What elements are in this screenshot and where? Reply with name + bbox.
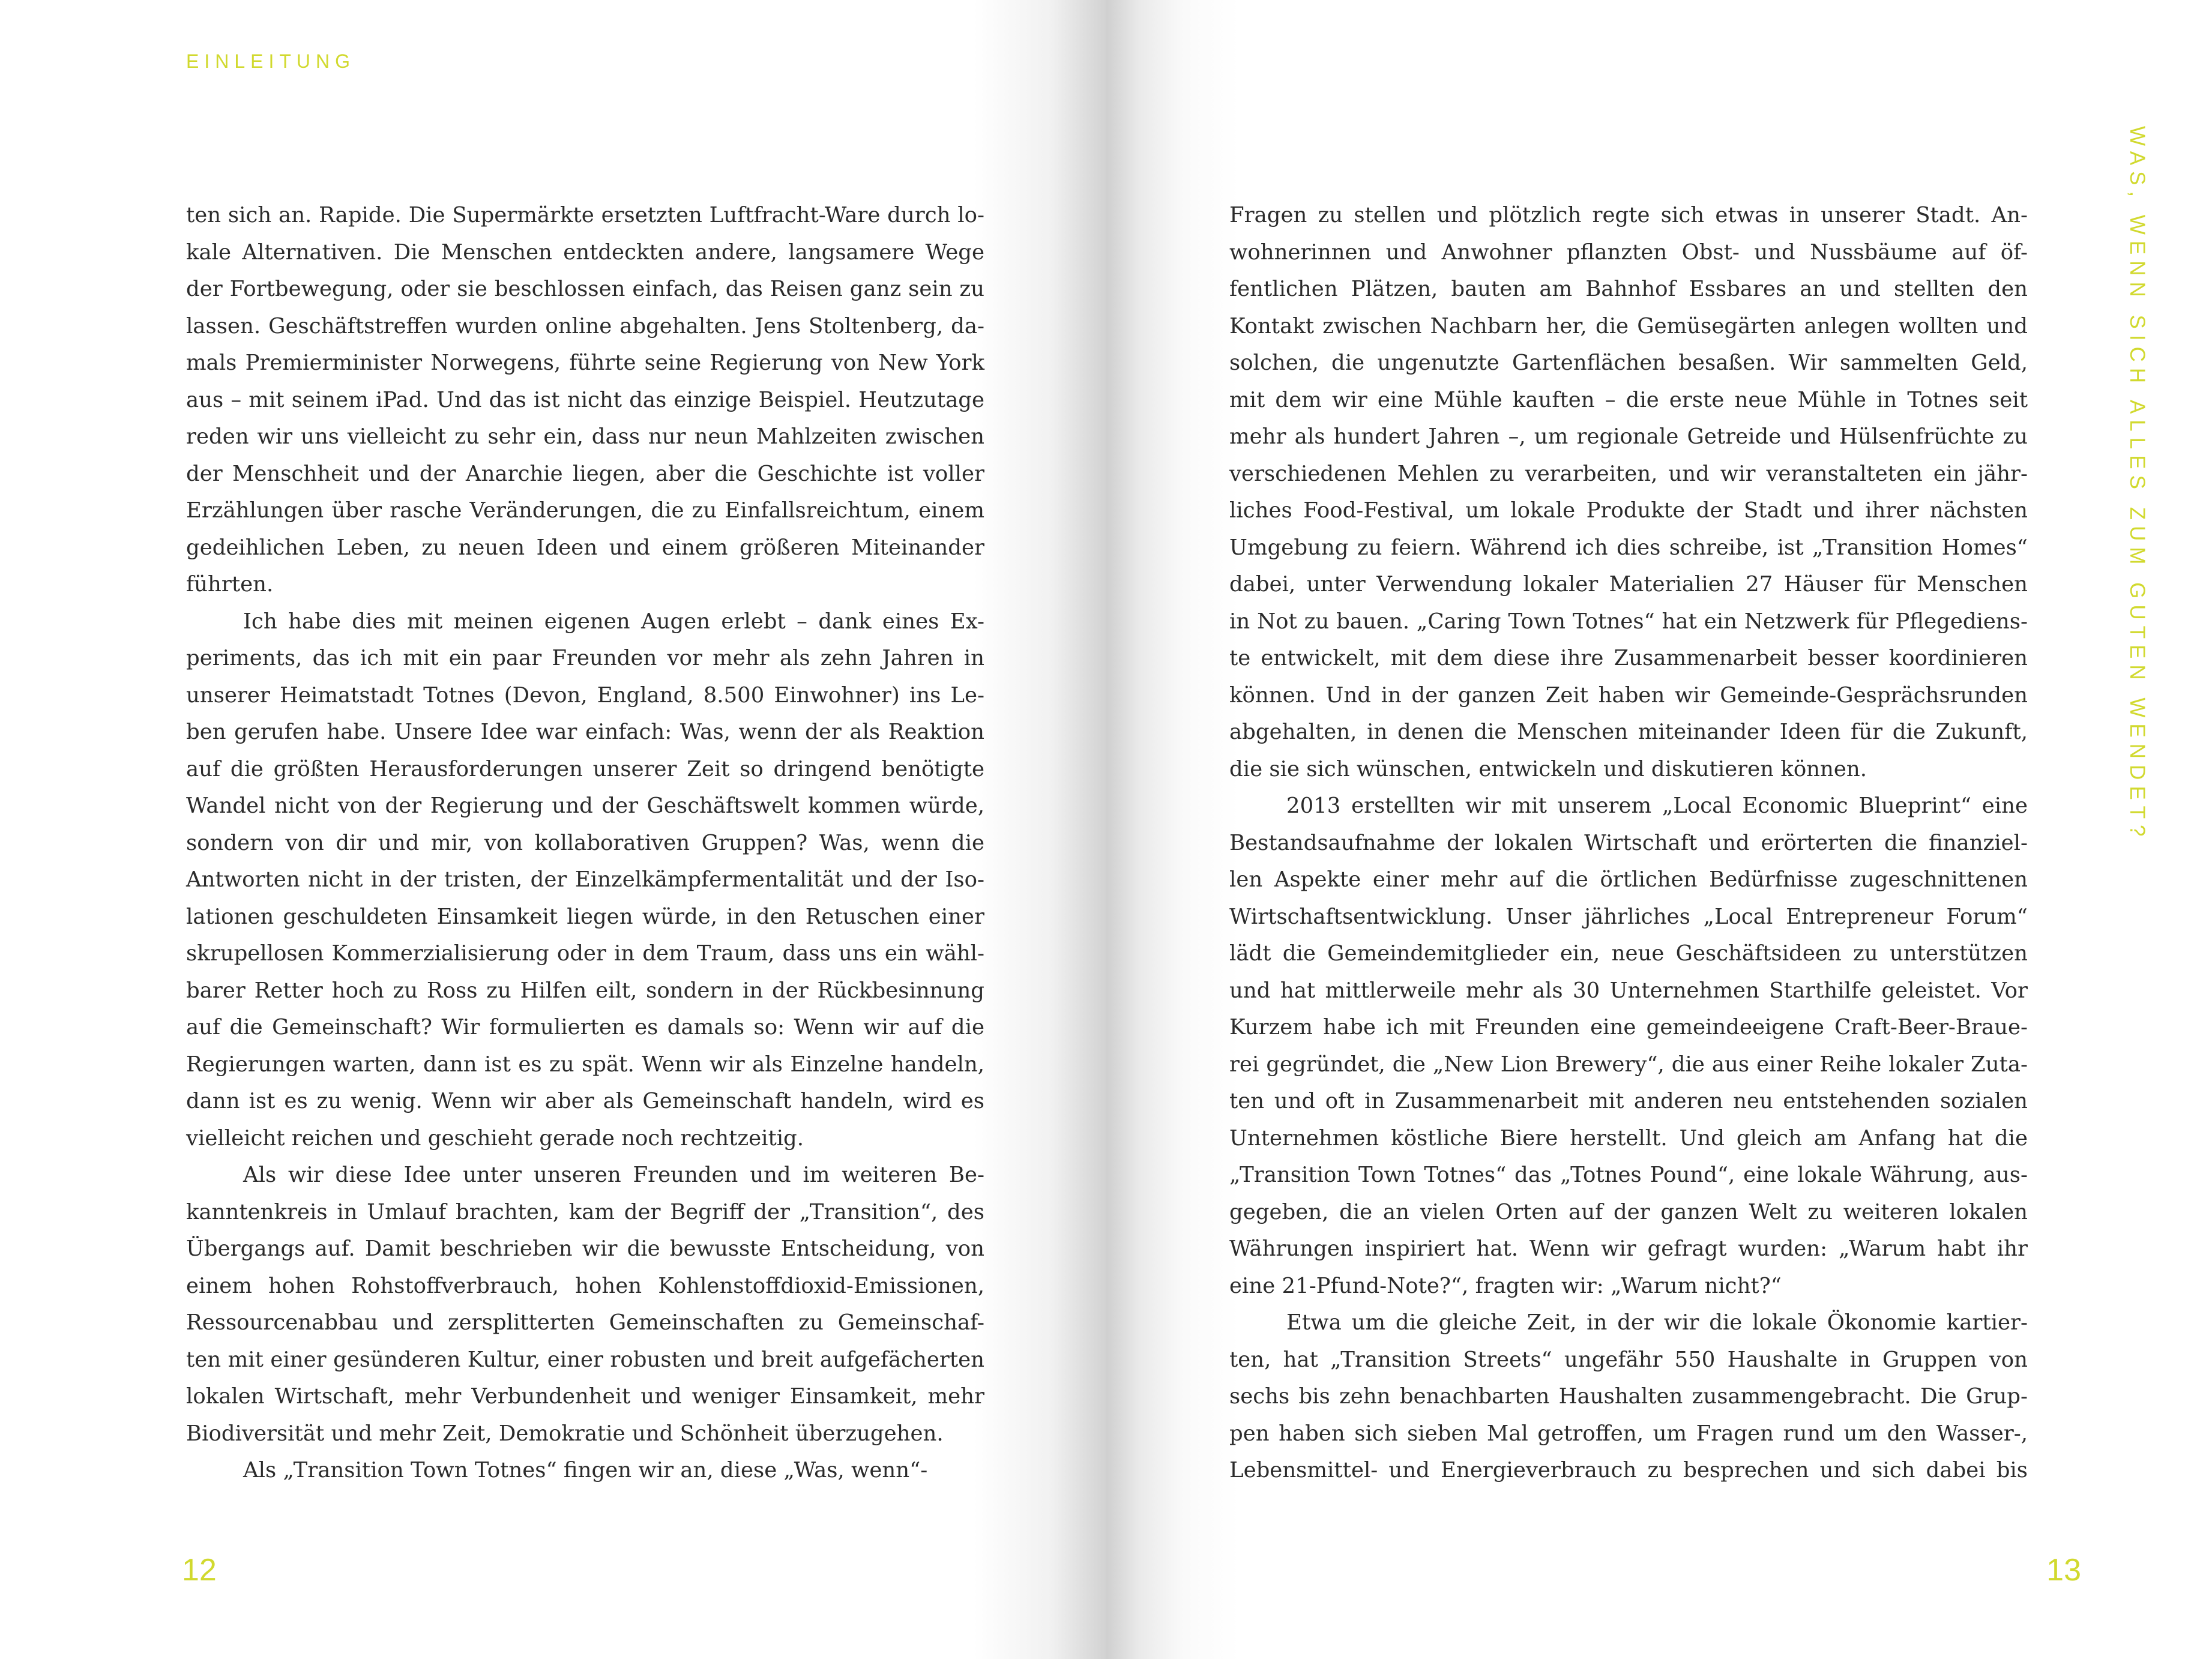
text-line: verschiedenen Mehlen zu verarbeiten, und wir veranstalteten ein jähr-	[1229, 461, 2028, 486]
text-line: Etwa um die gleiche Zeit, in der wir die lokale Ökonomie kartier-	[1286, 1310, 2028, 1335]
text-line: reden wir uns vielleicht zu sehr ein, dass nur neun Mahlzeiten zwischen	[186, 424, 984, 449]
text-line: Als wir diese Idee unter unseren Freunden und im weiteren Be-	[243, 1163, 984, 1187]
page-number-right: 13	[2046, 1553, 2081, 1588]
text-line: unserer Heimatstadt Totnes (Devon, England, 8.500 Einwohner) ins Le-	[186, 682, 984, 708]
text-line: rei gegründet, die „New Lion Brewery“, die aus einer Reihe lokaler Zuta-	[1229, 1052, 2028, 1077]
text-line: Ich habe dies mit meinen eigenen Augen erlebt – dank eines Ex-	[243, 609, 984, 634]
text-line: abgehalten, in denen die Menschen miteinander Ideen für die Zukunft,	[1229, 720, 2028, 744]
text-line: aus – mit seinem iPad. Und das ist nicht das einzige Beispiel. Heutzutage	[186, 387, 984, 412]
text-line: eine 21-Pfund-Note?“, fragten wir: „Warum nicht?“	[1229, 1273, 1782, 1298]
running-head: EINLEITUNG	[186, 50, 356, 72]
text-line: liches Food-Festival, um lokale Produkte der Stadt und ihrer nächsten	[1229, 498, 2028, 523]
text-line: auf die Gemeinschaft? Wir formulierten es damals so: Wenn wir auf die	[186, 1015, 984, 1040]
text-line: Wirtschaftsentwicklung. Unser jährliches „Local Entrepreneur Forum“	[1229, 904, 2028, 929]
text-line: ben gerufen habe. Unsere Idee war einfach: Was, wenn der als Reaktion	[186, 720, 984, 744]
text-line: mehr als hundert Jahren –, um regionale Getreide und Hülsenfrüchte zu	[1229, 424, 2028, 449]
text-line: führten.	[186, 572, 274, 597]
text-line: periments, das ich mit ein paar Freunden vor mehr als zehn Jahren in	[186, 646, 984, 670]
text-line: Antworten nicht in der tristen, der Einzelkämpfermentalität und der Iso-	[186, 867, 984, 892]
text-line: Biodiversität und mehr Zeit, Demokratie und Schönheit überzugehen.	[186, 1421, 944, 1446]
text-line: Regierungen warten, dann ist es zu spät. Wenn wir als Einzelne handeln,	[186, 1052, 984, 1077]
text-line: Übergangs auf. Damit beschrieben wir die bewusste Entscheidung, von	[186, 1236, 984, 1261]
text-line: kale Alternativen. Die Menschen entdeckten andere, langsamere Wege	[186, 239, 984, 265]
text-line: Wandel nicht von der Regierung und der Geschäftswelt kommen würde,	[186, 793, 984, 818]
text-line: ten und oft in Zusammenarbeit mit anderen neu entstehenden sozialen	[1229, 1089, 2028, 1113]
text-line: „Transition Town Totnes“ das „Totnes Pound“, eine lokale Währung, aus-	[1229, 1163, 2028, 1187]
text-line: barer Retter hoch zu Ross zu Hilfen eilt, sondern in der Rückbesinnung	[186, 978, 984, 1003]
text-line: mit dem wir eine Mühle kauften – die erste neue Mühle in Totnes seit	[1229, 387, 2028, 412]
text-line: 2013 erstellten wir mit unserem „Local Economic Blueprint“ eine	[1286, 793, 2028, 818]
text-line: lassen. Geschäftstreffen wurden online abgehalten. Jens Stoltenberg, da-	[186, 313, 984, 339]
text-line: einem hohen Rohstoffverbrauch, hohen Kohlenstoffdioxid-Emissionen,	[186, 1273, 984, 1298]
text-line: Umgebung zu feiern. Während ich dies schreibe, ist „Transition Homes“	[1229, 535, 2028, 560]
text-line: lationen geschuldeten Einsamkeit liegen würde, in den Retuschen einer	[186, 904, 984, 929]
text-line: lokalen Wirtschaft, mehr Verbundenheit und weniger Einsamkeit, mehr	[186, 1384, 984, 1409]
text-line: skrupellosen Kommerzialisierung oder in dem Traum, dass uns ein wähl-	[186, 941, 984, 966]
text-line: ten, hat „Transition Streets“ ungefähr 550 Haushalte in Gruppen von	[1229, 1347, 2028, 1372]
text-line: Als „Transition Town Totnes“ fingen wir an, diese „Was, wenn“-	[243, 1458, 928, 1483]
text-line: Bestandsaufnahme der lokalen Wirtschaft und erörterten die finanziel-	[1229, 830, 2028, 855]
text-line: Lebensmittel- und Energieverbrauch zu besprechen und sich dabei bis	[1229, 1458, 2028, 1483]
text-line: lädt die Gemeindemitglieder ein, neue Geschäftsideen zu unterstützen	[1229, 941, 2028, 966]
text-line: sechs bis zehn benachbarten Haushalten zusammengebracht. Die Grup-	[1229, 1384, 2028, 1409]
text-line: der Menschheit und der Anarchie liegen, aber die Geschichte ist voller	[186, 461, 984, 486]
text-line: vielleicht reichen und geschieht gerade noch rechtzeitig.	[186, 1125, 804, 1151]
text-line: Erzählungen über rasche Veränderungen, die zu Einfallsreichtum, einem	[186, 498, 984, 523]
text-line: der Fortbewegung, oder sie beschlossen einfach, das Reisen ganz sein zu	[186, 277, 984, 301]
text-line: gedeihlichen Leben, zu neuen Ideen und einem größeren Miteinander	[186, 535, 984, 560]
text-line: in Not zu bauen. „Caring Town Totnes“ hat ein Netzwerk für Pflegediens-	[1229, 609, 2028, 634]
text-line: dann ist es zu wenig. Wenn wir aber als Gemeinschaft handeln, wird es	[186, 1089, 984, 1113]
text-line: te entwickelt, mit dem diese ihre Zusammenarbeit besser koordinieren	[1229, 646, 2028, 670]
text-line: solchen, die ungenutzte Gartenflächen besaßen. Wir sammelten Geld,	[1229, 351, 2028, 375]
right-body-text	[1229, 197, 2028, 1489]
text-line: Fragen zu stellen und plötzlich regte sich etwas in unserer Stadt. An-	[1229, 203, 2028, 227]
text-line: kanntenkreis in Umlauf brachten, kam der Begriff der „Transition“, des	[186, 1199, 984, 1224]
text-line: Unternehmen köstliche Biere herstellt. Und gleich am Anfang hat die	[1229, 1125, 2028, 1151]
right-page	[1106, 0, 2212, 1659]
text-line: fentlichen Plätzen, bauten am Bahnhof Essbares an und stellten den	[1229, 277, 2028, 301]
text-line: wohnerinnen und Anwohner pflanzten Obst- und Nussbäume auf öf-	[1229, 239, 2028, 265]
text-line: pen haben sich sieben Mal getroffen, um Fragen rund um den Wasser-,	[1229, 1421, 2028, 1446]
text-line: ten mit einer gesünderen Kultur, einer robusten und breit aufgefächerten	[186, 1347, 984, 1372]
text-line: Kontakt zwischen Nachbarn her, die Gemüsegärten anlegen wollten und	[1229, 313, 2028, 339]
page-number-left: 12	[182, 1553, 217, 1588]
text-line: ten sich an. Rapide. Die Supermärkte ersetzten Luftfracht-Ware durch lo-	[186, 203, 984, 227]
text-line: mals Premierminister Norwegens, führte seine Regierung von New York	[186, 351, 984, 375]
text-line: len Aspekte einer mehr auf die örtlichen Bedürfnisse zugeschnittenen	[1229, 867, 2028, 892]
text-line: und hat mittlerweile mehr als 30 Unternehmen Starthilfe geleistet. Vor	[1229, 978, 2028, 1003]
text-line: auf die größten Herausforderungen unserer Zeit so dringend benötigte	[186, 756, 984, 781]
left-body-text	[186, 197, 984, 1489]
text-line: Kurzem habe ich mit Freunden eine gemeindeeigene Craft-Beer-Braue-	[1229, 1015, 2028, 1040]
chapter-title-vertical: WAS, WENN SICH ALLES ZUM GUTEN WENDET?	[2126, 126, 2149, 843]
text-line: können. Und in der ganzen Zeit haben wir Gemeinde-Gesprächsrunden	[1229, 682, 2028, 708]
text-line: die sie sich wünschen, entwickeln und diskutieren können.	[1229, 756, 1867, 781]
text-line: sondern von dir und mir, von kollaborativen Gruppen? Was, wenn die	[186, 830, 984, 855]
text-line: gegeben, die an vielen Orten auf der ganzen Welt zu weiteren lokalen	[1229, 1199, 2028, 1224]
text-line: dabei, unter Verwendung lokaler Materialien 27 Häuser für Menschen	[1229, 572, 2028, 597]
text-line: Ressourcenabbau und zersplitterten Gemeinschaften zu Gemeinschaf-	[186, 1310, 984, 1335]
text-line: Währungen inspiriert hat. Wenn wir gefragt wurden: „Warum habt ihr	[1229, 1236, 2028, 1261]
